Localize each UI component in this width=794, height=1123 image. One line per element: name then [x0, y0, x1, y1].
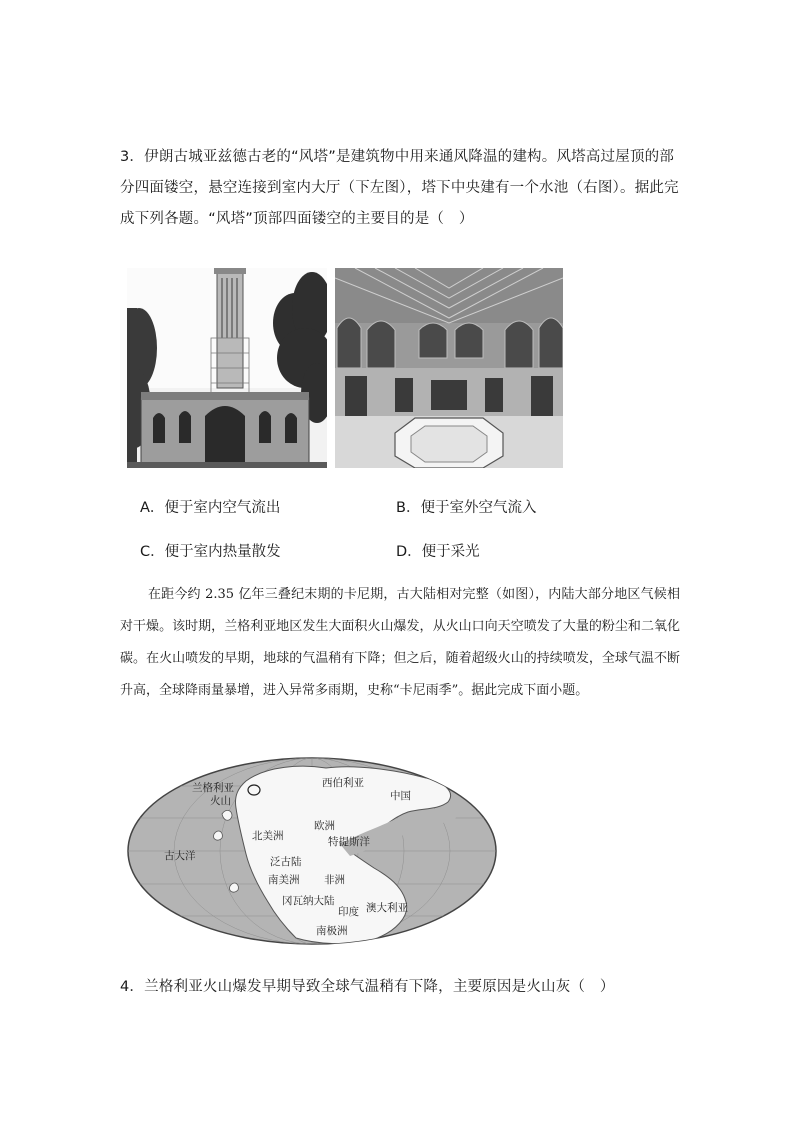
map-label-india: 印度: [338, 906, 359, 918]
map-label-south-america: 南美洲: [268, 874, 300, 886]
option-c[interactable]: C．便于室内热量散发: [140, 544, 281, 560]
map-label-tethys: 特提斯洋: [328, 836, 370, 848]
wind-tower-photo: [127, 268, 327, 468]
interior-pool-photo: [335, 268, 563, 468]
question-3-text: 3．伊朗古城亚兹德古老的“风塔”是建筑物中用来通风降温的建构。风塔高过屋顶的部分四面镂空，悬空连接到室内大厅（下左图），塔下中央建有一个水池（右图）。据此完成下列各题。“风塔”顶部四面镂空的主要目的是（ ）: [120, 149, 679, 227]
map-label-north-america: 北美洲: [252, 830, 284, 842]
passage-text: 在距今约 2.35 亿年三叠纪末期的卡尼期，古大陆相对完整（如图），内陆大部分地区气候相对干燥。该时期，兰格利亚地区发生大面积火山爆发，从火山口向天空喷发了大量的粉尘和二氧化碳。在火山喷发的早期，地球的气温稍有下降；但之后，随着超级火山的持续喷发，全球气温不断升高，全球降雨量暴增，进入异常多雨期，史称“卡尼雨季”。据此完成下面小题。: [120, 587, 680, 698]
map-label-antarctica: 南极洲: [316, 925, 348, 937]
pangea-map: [126, 756, 498, 946]
map-label-europe: 欧洲: [314, 820, 335, 832]
map-label-china: 中国: [390, 790, 411, 802]
map-label-australia: 澳大利亚: [366, 902, 408, 914]
interior-pool-illustration: [335, 268, 563, 468]
map-label-paleo-ocean: 古大洋: [164, 850, 196, 862]
map-label-volcano: 火山: [210, 795, 231, 807]
wind-tower-illustration: [127, 268, 327, 468]
question-4-text: 4．兰格利亚火山爆发早期导致全球气温稍有下降，主要原因是火山灰（ ）: [120, 979, 615, 995]
map-label-siberia: 西伯利亚: [322, 777, 364, 789]
option-d[interactable]: D．便于采光: [396, 544, 480, 560]
map-label-gondwana: 冈瓦纳大陆: [282, 895, 335, 907]
map-label-pangea: 泛古陆: [270, 856, 302, 868]
option-b[interactable]: B．便于室外空气流入: [396, 500, 537, 516]
map-label-langeliya: 兰格利亚: [192, 782, 234, 794]
option-a[interactable]: A．便于室内空气流出: [140, 500, 281, 516]
map-label-africa: 非洲: [324, 874, 345, 886]
